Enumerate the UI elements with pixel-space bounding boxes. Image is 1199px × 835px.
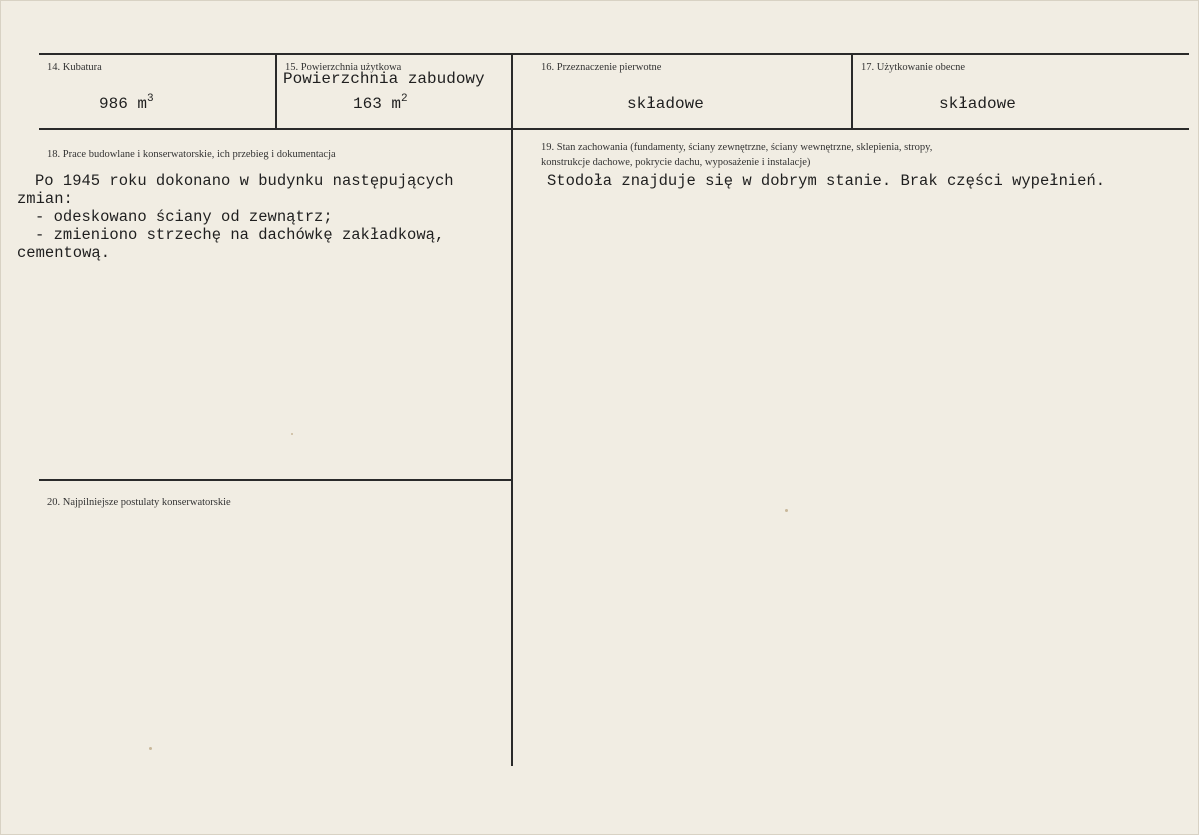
rule-col14-15 [275,53,277,129]
field-18-line-5: cementową. [17,244,111,262]
field-15-value [353,95,408,113]
field-16-value: składowe [627,95,704,113]
field-15-unit-power: 2 [401,93,408,105]
field-17-label: 17. Użytkowanie obecne [861,62,966,73]
paper-speck [149,747,152,750]
field-18-line-4: - zmieniono strzechę na dachówkę zakładkową, [35,226,445,244]
field-20-label: 20. Najpilniejsze postulaty konserwatorskie [47,497,231,508]
field-18-label: 18. Prace budowlane i konserwatorskie, ich przebieg i dokumentacja [47,149,336,160]
field-15-number: 163 m [353,95,402,113]
field-16-label: 16. Przeznaczenie pierwotne [541,62,662,73]
rule-row1-bottom [39,128,1189,130]
field-18-line-3: - odeskowano ściany od zewnątrz; [35,208,333,226]
field-18-line-1: Po 1945 roku dokonano w budynku następujących [35,172,454,190]
rule-top [39,53,1189,55]
field-19-text: Stodoła znajduje się w dobrym stanie. Brak części wypełnień. [547,172,1106,190]
rule-col15-16 [511,53,513,766]
field-17-value: składowe [939,95,1016,113]
field-14-unit-power: 3 [147,93,154,105]
rule-col16-17 [851,53,853,129]
field-18-line-2: zmian: [17,190,73,208]
field-14-number: 986 m [99,95,148,113]
field-19-label-line-1: 19. Stan zachowania (fundamenty, ściany zewnętrzne, ściany wewnętrzne, sklepienia, stropy, [541,142,933,153]
rule-row2-bottom [39,479,513,481]
field-14-label: 14. Kubatura [47,62,102,73]
field-14-value [99,95,154,113]
field-15-label: 15. Powierzchnia użytkowa [285,62,402,73]
paper-speck [291,433,293,435]
paper-speck [785,509,788,512]
field-19-label-line-2: konstrukcje dachowe, pokrycie dachu, wyposażenie i instalacje) [541,157,811,168]
field-15-overtype: Powierzchnia zabudowy [283,70,485,88]
